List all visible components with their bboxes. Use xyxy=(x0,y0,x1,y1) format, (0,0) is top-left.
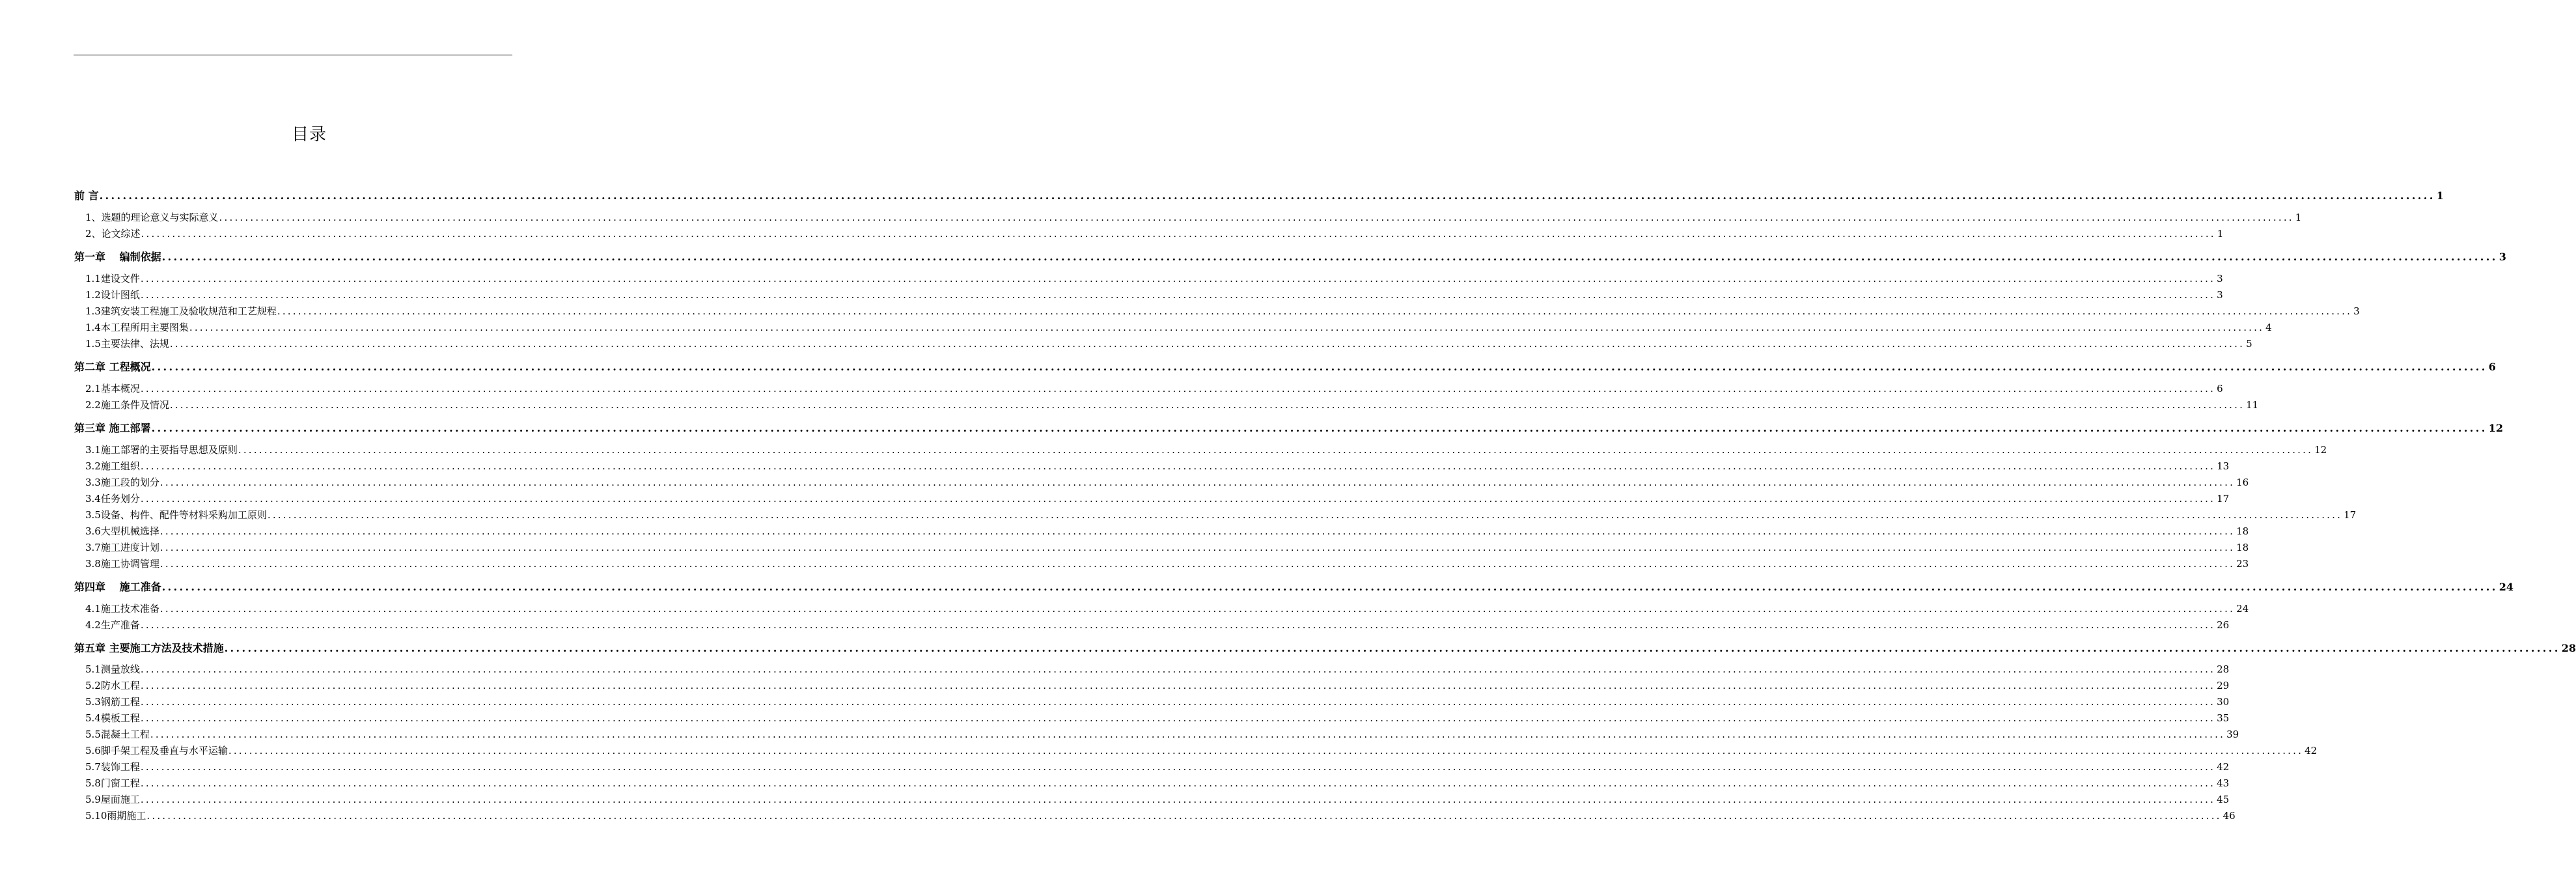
toc-entry-label: 3.7施工进度计划 xyxy=(85,542,159,553)
toc-leader-dots: ................................................................................................................................................................................................................................................................................................................................................................................................................ xyxy=(159,477,2236,488)
toc-section-entry[interactable] xyxy=(85,288,2223,303)
toc-entry-label: 5.10雨期施工 xyxy=(85,810,146,822)
toc-leader-dots: ................................................................................................................................................................................................................................................................................................................................................................................................................ xyxy=(161,581,2498,593)
toc-entry-page: 3 xyxy=(2217,273,2223,285)
toc-entry-label: 2、论文综述 xyxy=(85,228,141,240)
toc-entry-label: 1.1建设文件 xyxy=(85,273,140,285)
toc-section-entry[interactable] xyxy=(85,711,2230,727)
toc-entry-label: 5.4模板工程 xyxy=(85,712,140,724)
toc-entry-label: 5.2防水工程 xyxy=(85,680,140,691)
toc-section-entry[interactable] xyxy=(85,678,2230,694)
toc-section-entry[interactable] xyxy=(85,662,2230,678)
toc-leader-dots: ................................................................................................................................................................................................................................................................................................................................................................................................................ xyxy=(151,361,2487,373)
toc-section-entry[interactable] xyxy=(85,743,2318,759)
toc-leader-dots: ................................................................................................................................................................................................................................................................................................................................................................................................................ xyxy=(150,729,2226,740)
toc-section-entry[interactable] xyxy=(85,320,2272,336)
toc-leader-dots: ................................................................................................................................................................................................................................................................................................................................................................................................................ xyxy=(159,558,2236,570)
toc-entry-label: 1、选题的理论意义与实际意义 xyxy=(85,212,219,223)
toc-section-entry[interactable] xyxy=(85,443,2327,458)
toc-entry-label: 5.8门窗工程 xyxy=(85,777,140,789)
toc-entry-page: 39 xyxy=(2226,729,2239,740)
toc-leader-dots: ................................................................................................................................................................................................................................................................................................................................................................................................................ xyxy=(140,493,2216,505)
toc-leader-dots: ................................................................................................................................................................................................................................................................................................................................................................................................................ xyxy=(140,696,2216,708)
toc-entry-page: 1 xyxy=(2217,228,2224,240)
toc-leader-dots: ................................................................................................................................................................................................................................................................................................................................................................................................................ xyxy=(140,460,2216,472)
toc-leader-dots: ................................................................................................................................................................................................................................................................................................................................................................................................................ xyxy=(169,399,2245,411)
toc-entry-label: 5.5混凝土工程 xyxy=(85,729,150,740)
toc-section-entry[interactable] xyxy=(85,227,2224,242)
toc-entry-page: 42 xyxy=(2217,761,2230,773)
toc-entry-page: 12 xyxy=(2488,422,2503,434)
toc-entry-page: 17 xyxy=(2217,493,2230,505)
toc-entry-label: 5.1测量放线 xyxy=(85,663,140,675)
toc-section-entry[interactable] xyxy=(85,492,2230,507)
toc-section-entry[interactable] xyxy=(85,727,2239,743)
toc-entry-page: 16 xyxy=(2236,477,2249,488)
toc-entry-page: 3 xyxy=(2499,251,2506,263)
toc-entry-label: 3.4任务划分 xyxy=(85,493,140,505)
toc-leader-dots: ................................................................................................................................................................................................................................................................................................................................................................................................................ xyxy=(140,761,2216,773)
toc-leader-dots: ................................................................................................................................................................................................................................................................................................................................................................................................................ xyxy=(99,189,2435,202)
toc-entry-page: 1 xyxy=(2436,189,2444,202)
toc-section-entry[interactable] xyxy=(85,459,2230,475)
toc-entry-page: 23 xyxy=(2236,558,2249,570)
toc-entry-label: 3.5设备、构件、配件等材料采购加工原则 xyxy=(85,509,267,521)
toc-entry-page: 45 xyxy=(2217,794,2230,805)
toc-chapter-entry[interactable] xyxy=(74,640,2576,656)
toc-chapter-entry[interactable] xyxy=(74,188,2444,203)
toc-entry-page: 35 xyxy=(2217,712,2230,724)
toc-leader-dots: ................................................................................................................................................................................................................................................................................................................................................................................................................ xyxy=(228,745,2304,757)
toc-chapter-entry[interactable] xyxy=(74,359,2496,374)
toc-entry-page: 30 xyxy=(2217,696,2230,708)
toc-entry-label: 1.3建筑安装工程施工及验收规范和工艺规程 xyxy=(85,305,277,317)
toc-entry-page: 6 xyxy=(2488,361,2496,373)
toc-entry-page: 28 xyxy=(2217,663,2230,675)
toc-entry-page: 43 xyxy=(2217,777,2230,789)
toc-entry-page: 4 xyxy=(2265,322,2272,333)
toc-leader-dots: ................................................................................................................................................................................................................................................................................................................................................................................................................ xyxy=(140,680,2216,691)
toc-entry-page: 18 xyxy=(2236,525,2249,537)
toc-leader-dots: ................................................................................................................................................................................................................................................................................................................................................................................................................ xyxy=(140,777,2216,789)
toc-leader-dots: ................................................................................................................................................................................................................................................................................................................................................................................................................ xyxy=(140,619,2216,631)
toc-entry-label: 3.8施工协调管理 xyxy=(85,558,159,570)
toc-entry-page: 17 xyxy=(2344,509,2357,521)
toc-section-entry[interactable] xyxy=(85,304,2360,320)
toc-section-entry[interactable] xyxy=(85,602,2249,617)
toc-leader-dots: ................................................................................................................................................................................................................................................................................................................................................................................................................ xyxy=(161,251,2498,263)
toc-entry-page: 13 xyxy=(2217,460,2230,472)
toc-entry-label: 第一章 编制依据 xyxy=(74,251,161,263)
toc-entry-page: 24 xyxy=(2499,581,2514,593)
toc-entry-label: 5.9屋面施工 xyxy=(85,794,140,805)
toc-entry-label: 1.5主要法律、法规 xyxy=(85,338,169,350)
toc-section-entry[interactable] xyxy=(85,557,2249,572)
toc-leader-dots: ................................................................................................................................................................................................................................................................................................................................................................................................................ xyxy=(267,509,2343,521)
toc-section-entry[interactable] xyxy=(85,792,2230,808)
toc-section-entry[interactable] xyxy=(85,398,2259,413)
toc-entry-label: 第二章 工程概况 xyxy=(74,361,151,373)
toc-entry-page: 18 xyxy=(2236,542,2249,553)
toc-entry-page: 28 xyxy=(2561,642,2576,654)
toc-entry-label: 4.1施工技术准备 xyxy=(85,603,159,615)
toc-entry-label: 第三章 施工部署 xyxy=(74,422,151,434)
toc-entry-label: 3.2施工组织 xyxy=(85,460,140,472)
toc-section-entry[interactable] xyxy=(85,210,2302,226)
toc-leader-dots: ................................................................................................................................................................................................................................................................................................................................................................................................................ xyxy=(224,642,2560,654)
toc-entry-label: 第五章 主要施工方法及技术措施 xyxy=(74,642,224,654)
toc-leader-dots: ................................................................................................................................................................................................................................................................................................................................................................................................................ xyxy=(146,810,2222,822)
toc-entry-page: 6 xyxy=(2217,383,2223,395)
toc-entry-page: 24 xyxy=(2236,603,2249,615)
toc-entry-page: 3 xyxy=(2353,305,2360,317)
toc-section-entry[interactable] xyxy=(85,475,2249,491)
toc-leader-dots: ................................................................................................................................................................................................................................................................................................................................................................................................................ xyxy=(159,603,2236,615)
page-title: 目录 xyxy=(291,125,327,145)
toc-entry-label: 1.4本工程所用主要图集 xyxy=(85,322,189,333)
toc-entry-label: 5.3钢筋工程 xyxy=(85,696,140,708)
toc-section-entry[interactable] xyxy=(85,337,2252,352)
toc-entry-page: 1 xyxy=(2295,212,2302,223)
toc-chapter-entry[interactable] xyxy=(74,420,2503,436)
toc-entry-label: 5.6脚手架工程及垂直与水平运输 xyxy=(85,745,228,757)
toc-section-entry[interactable] xyxy=(85,695,2230,710)
toc-entry-page: 12 xyxy=(2314,444,2327,456)
toc-chapter-entry[interactable] xyxy=(74,249,2506,264)
toc-entry-label: 1.2设计图纸 xyxy=(85,289,140,301)
toc-entry-label: 3.6大型机械选择 xyxy=(85,525,159,537)
toc-leader-dots: ................................................................................................................................................................................................................................................................................................................................................................................................................ xyxy=(189,322,2265,333)
toc-leader-dots: ................................................................................................................................................................................................................................................................................................................................................................................................................ xyxy=(219,212,2294,223)
toc-entry-label: 3.1施工部署的主要指导思想及原则 xyxy=(85,444,238,456)
toc-entry-label: 2.1基本概况 xyxy=(85,383,140,395)
toc-leader-dots: ................................................................................................................................................................................................................................................................................................................................................................................................................ xyxy=(140,712,2216,724)
toc-entry-label: 5.7装饰工程 xyxy=(85,761,140,773)
toc-section-entry[interactable] xyxy=(85,618,2230,633)
toc-entry-page: 26 xyxy=(2217,619,2230,631)
toc-leader-dots: ................................................................................................................................................................................................................................................................................................................................................................................................................ xyxy=(159,525,2236,537)
toc-entry-label: 前 言 xyxy=(74,189,99,202)
toc-entry-label: 3.3施工段的划分 xyxy=(85,477,159,488)
toc-entry-page: 5 xyxy=(2246,338,2252,350)
toc-leader-dots: ................................................................................................................................................................................................................................................................................................................................................................................................................ xyxy=(238,444,2314,456)
toc-leader-dots: ................................................................................................................................................................................................................................................................................................................................................................................................................ xyxy=(140,794,2216,805)
toc-leader-dots: ................................................................................................................................................................................................................................................................................................................................................................................................................ xyxy=(140,663,2216,675)
toc-entry-page: 46 xyxy=(2223,810,2236,822)
toc-entry-page: 42 xyxy=(2305,745,2318,757)
toc-leader-dots: ................................................................................................................................................................................................................................................................................................................................................................................................................ xyxy=(151,422,2487,434)
toc-leader-dots: ................................................................................................................................................................................................................................................................................................................................................................................................................ xyxy=(141,228,2216,240)
toc-leader-dots: ................................................................................................................................................................................................................................................................................................................................................................................................................ xyxy=(140,273,2216,285)
toc-entry-page: 11 xyxy=(2246,399,2259,411)
toc-entry-page: 29 xyxy=(2217,680,2230,691)
toc-section-entry[interactable] xyxy=(85,540,2249,556)
toc-leader-dots: ................................................................................................................................................................................................................................................................................................................................................................................................................ xyxy=(169,338,2245,350)
toc-entry-label: 第四章 施工准备 xyxy=(74,581,161,593)
toc-section-entry[interactable] xyxy=(85,271,2223,287)
toc-section-entry[interactable] xyxy=(85,760,2230,775)
toc-entry-label: 2.2施工条件及情况 xyxy=(85,399,169,411)
toc-section-entry[interactable] xyxy=(85,809,2236,824)
toc-leader-dots: ................................................................................................................................................................................................................................................................................................................................................................................................................ xyxy=(159,542,2236,553)
toc-entry-label: 4.2生产准备 xyxy=(85,619,140,631)
toc-section-entry[interactable] xyxy=(85,382,2223,397)
toc-section-entry[interactable] xyxy=(85,776,2230,792)
toc-section-entry[interactable] xyxy=(85,524,2249,540)
toc-leader-dots: ................................................................................................................................................................................................................................................................................................................................................................................................................ xyxy=(140,289,2216,301)
toc-chapter-entry[interactable] xyxy=(74,579,2514,594)
toc-entry-page: 3 xyxy=(2217,289,2223,301)
toc-section-entry[interactable] xyxy=(85,508,2357,523)
toc-leader-dots: ................................................................................................................................................................................................................................................................................................................................................................................................................ xyxy=(140,383,2216,395)
toc-leader-dots: ................................................................................................................................................................................................................................................................................................................................................................................................................ xyxy=(277,305,2353,317)
